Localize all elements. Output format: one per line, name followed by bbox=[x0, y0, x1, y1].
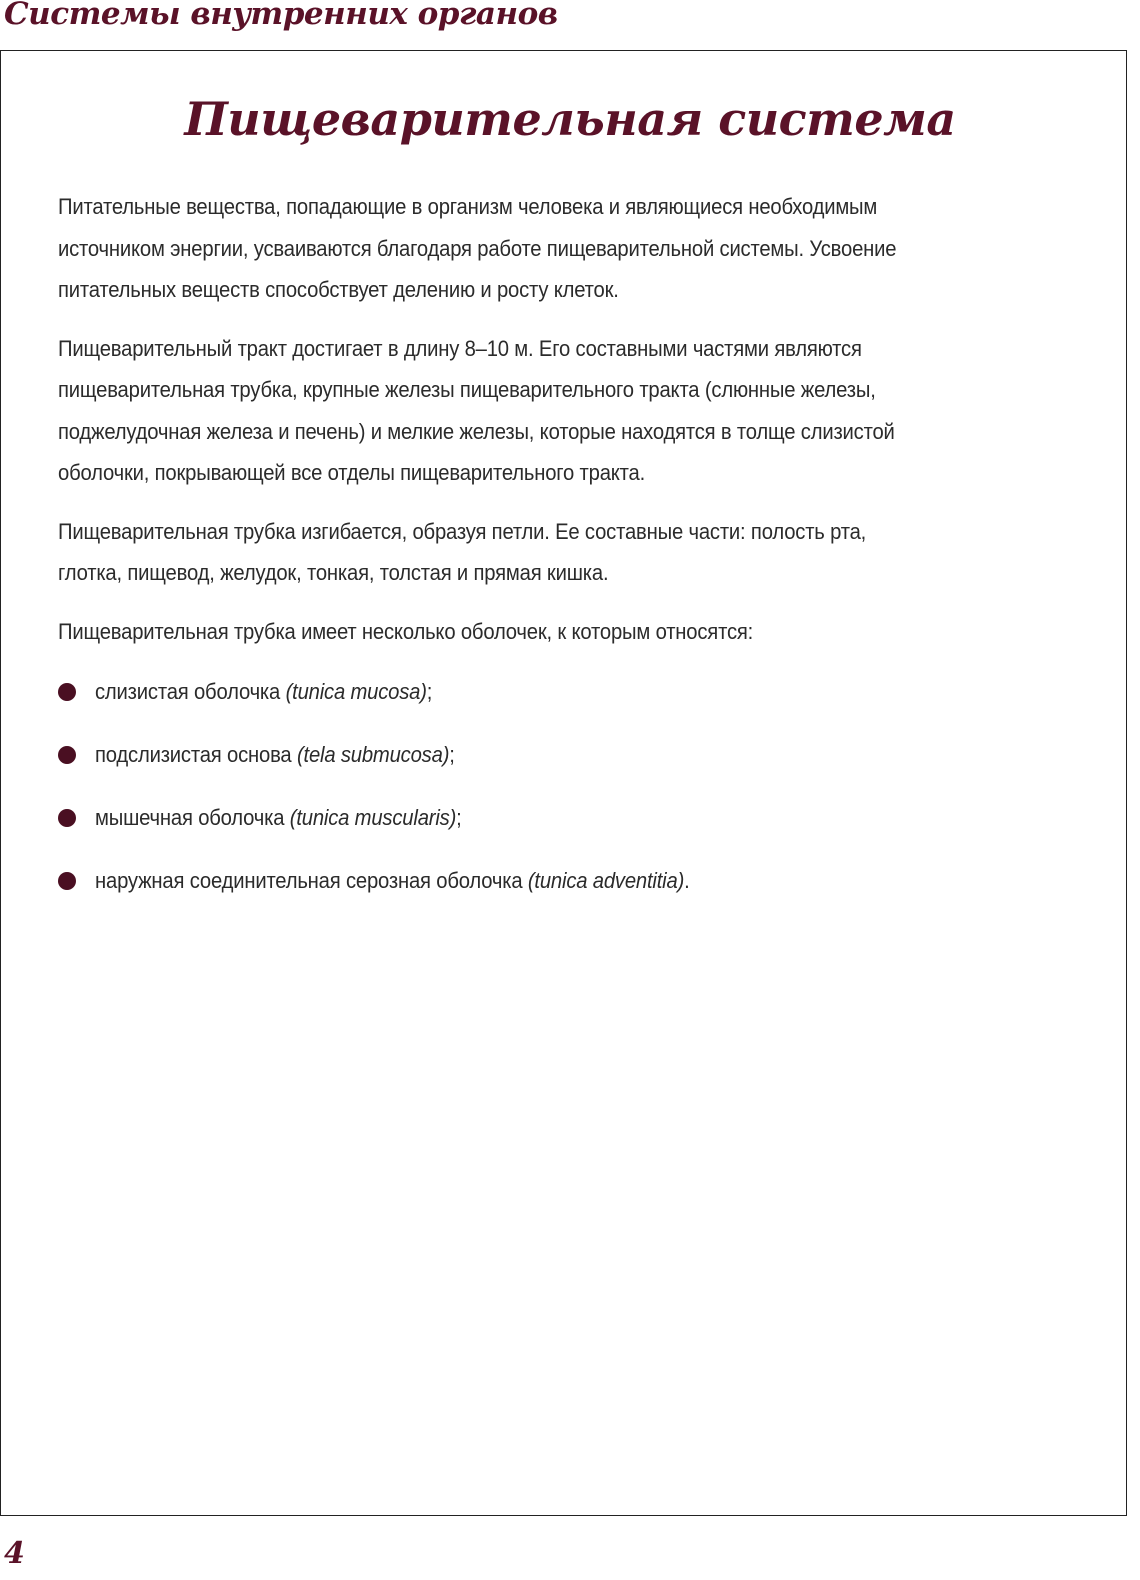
list-item-text bbox=[95, 734, 455, 776]
list-item-punct: ; bbox=[449, 741, 455, 767]
paragraph-2 bbox=[58, 328, 987, 494]
paragraph-line: оболочки, покрывающей все отделы пищеварительного тракта. bbox=[58, 460, 646, 485]
body-text bbox=[58, 186, 1068, 912]
membrane-list bbox=[58, 660, 1068, 912]
page-number: 4 bbox=[4, 1536, 25, 1571]
list-item-latin: (tunica muscularis) bbox=[289, 804, 457, 830]
paragraph-line: источником энергии, усваиваются благодаря работе пищеварительной системы. Усвоение bbox=[58, 235, 897, 261]
paragraph-line: пищеварительная трубка, крупные железы пищеварительного тракта (слюнные железы, bbox=[58, 377, 876, 402]
page-title: Пищеварительная система bbox=[184, 92, 956, 146]
list-item bbox=[58, 723, 1068, 786]
bullet-dot-icon bbox=[58, 746, 76, 764]
paragraph-4 bbox=[58, 611, 987, 653]
list-item-ru: слизистая оболочка bbox=[95, 678, 286, 704]
paragraph-3 bbox=[58, 511, 987, 594]
list-item-latin: (tunica mucosa) bbox=[285, 678, 427, 704]
paragraph-line: глотка, пищевод, желудок, тонкая, толстая и прямая кишка. bbox=[58, 560, 609, 585]
list-item bbox=[58, 849, 1068, 912]
list-item-text bbox=[95, 671, 432, 713]
list-item-punct: ; bbox=[426, 678, 433, 704]
bullet-dot-icon bbox=[58, 683, 76, 701]
list-item-text bbox=[95, 797, 462, 839]
paragraph-line: питательных веществ способствует делению и росту клеток. bbox=[58, 277, 619, 302]
list-item-latin: (tela submucosa) bbox=[296, 741, 450, 767]
paragraph-line: Пищеварительный тракт достигает в длину 8–10 м. Его составными частями являются bbox=[58, 335, 862, 361]
list-item bbox=[58, 660, 1068, 723]
running-header: Системы внутренних органов bbox=[4, 0, 558, 32]
paragraph-line: Пищеварительная трубка имеет несколько оболочек, к которым относятся: bbox=[58, 618, 754, 644]
bullet-dot-icon bbox=[58, 809, 76, 827]
bullet-dot-icon bbox=[58, 872, 76, 890]
list-item-punct: ; bbox=[456, 804, 462, 830]
list-item-ru: подслизистая основа bbox=[95, 741, 297, 767]
list-item-punct: . bbox=[684, 867, 690, 893]
paragraph-1 bbox=[58, 186, 987, 311]
list-item bbox=[58, 786, 1068, 849]
paragraph-line: поджелудочная железа и печень) и мелкие железы, которые находятся в толще слизистой bbox=[58, 418, 895, 444]
list-item-text bbox=[95, 860, 690, 902]
paragraph-line: Пищеварительная трубка изгибается, образуя петли. Ее составные части: полость рта, bbox=[58, 518, 867, 544]
list-item-ru: наружная соединительная серозная оболочка bbox=[95, 867, 528, 893]
paragraph-line: Питательные вещества, попадающие в организм человека и являющиеся необходимым bbox=[58, 194, 878, 219]
list-item-latin: (tunica adventitia) bbox=[527, 867, 685, 893]
list-item-ru: мышечная оболочка bbox=[95, 804, 290, 830]
